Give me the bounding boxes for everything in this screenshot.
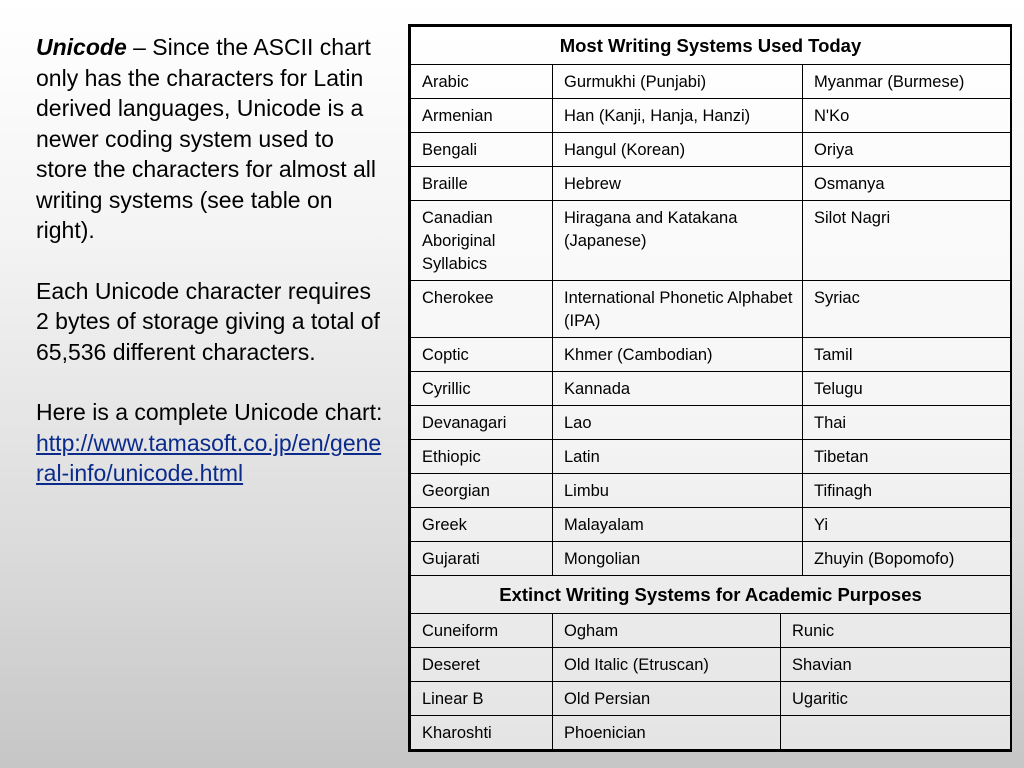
table-cell: Arabic (411, 65, 553, 99)
extinct-table-title: Extinct Writing Systems for Academic Purposes (411, 575, 1011, 613)
table-cell: Devanagari (411, 406, 553, 440)
table-cell: Cyrillic (411, 372, 553, 406)
table-cell: Lao (553, 406, 803, 440)
table-cell: Ugaritic (781, 681, 1011, 715)
table-cell: Silot Nagri (803, 201, 1011, 281)
table-row (411, 65, 1011, 99)
table-cell: Myanmar (Burmese) (803, 65, 1011, 99)
table-cell: Khmer (Cambodian) (553, 338, 803, 372)
intro-text: – Since the ASCII chart only has the characters for Latin derived languages, Unicode is a newer coding system used to store the characters for almost all writing systems (see table on right). (36, 34, 377, 243)
table-row (411, 281, 1011, 338)
table-cell: Hangul (Korean) (553, 133, 803, 167)
description-text (36, 32, 386, 489)
table-cell: Old Persian (553, 681, 781, 715)
table-cell: Ethiopic (411, 440, 553, 474)
intro-paragraph (36, 32, 386, 246)
table-cell: Cherokee (411, 281, 553, 338)
table-row (411, 542, 1011, 576)
table-cell: Yi (803, 508, 1011, 542)
table-cell: Han (Kanji, Hanja, Hanzi) (553, 99, 803, 133)
table-cell: Coptic (411, 338, 553, 372)
table-cell: Syriac (803, 281, 1011, 338)
table-row (411, 508, 1011, 542)
table-cell: Gujarati (411, 542, 553, 576)
table-cell: Shavian (781, 647, 1011, 681)
table-cell: Kannada (553, 372, 803, 406)
table-row (411, 647, 1011, 681)
table-cell: Old Italic (Etruscan) (553, 647, 781, 681)
chart-paragraph (36, 397, 386, 489)
table-cell: Ogham (553, 613, 781, 647)
table-cell: Gurmukhi (Punjabi) (553, 65, 803, 99)
table-cell: Hiragana and Katakana (Japanese) (553, 201, 803, 281)
table-cell: Latin (553, 440, 803, 474)
table-cell: Bengali (411, 133, 553, 167)
table-row (411, 372, 1011, 406)
storage-paragraph: Each Unicode character requires 2 bytes of storage giving a total of 65,536 different characters. (36, 277, 380, 365)
table-row (411, 201, 1011, 281)
extinct-table (410, 575, 1011, 750)
table-cell: Telugu (803, 372, 1011, 406)
table-row (411, 681, 1011, 715)
table-cell: Thai (803, 406, 1011, 440)
table-cell: Oriya (803, 133, 1011, 167)
table-cell: Mongolian (553, 542, 803, 576)
table-row (411, 474, 1011, 508)
table-cell: Canadian Aboriginal Syllabics (411, 201, 553, 281)
chart-intro-text: Here is a complete Unicode chart: (36, 399, 383, 425)
table-row (411, 99, 1011, 133)
table-row (411, 338, 1011, 372)
table-cell: Georgian (411, 474, 553, 508)
table-cell: Armenian (411, 99, 553, 133)
table-cell: Malayalam (553, 508, 803, 542)
table-cell: Deseret (411, 647, 553, 681)
table-cell: Phoenician (553, 715, 781, 749)
table-cell: Runic (781, 613, 1011, 647)
table-cell: Hebrew (553, 167, 803, 201)
writing-systems-table (408, 24, 1012, 752)
unicode-chart-link[interactable]: http://www.tamasoft.co.jp/en/general-info/unicode.html (36, 429, 382, 486)
table-cell: N'Ko (803, 99, 1011, 133)
table-cell: Greek (411, 508, 553, 542)
most-used-table-title: Most Writing Systems Used Today (411, 27, 1011, 65)
most-used-table (410, 26, 1011, 576)
table-row (411, 715, 1011, 749)
table-row (411, 440, 1011, 474)
table-cell: Tibetan (803, 440, 1011, 474)
table-row (411, 613, 1011, 647)
table-cell: Braille (411, 167, 553, 201)
table-cell: International Phonetic Alphabet (IPA) (553, 281, 803, 338)
table-cell: Tamil (803, 338, 1011, 372)
table-cell: Linear B (411, 681, 553, 715)
table-cell: Zhuyin (Bopomofo) (803, 542, 1011, 576)
table-cell: Kharoshti (411, 715, 553, 749)
table-cell: Cuneiform (411, 613, 553, 647)
table-cell: Osmanya (803, 167, 1011, 201)
table-row (411, 133, 1011, 167)
table-cell (781, 715, 1011, 749)
table-row (411, 167, 1011, 201)
unicode-term: Unicode (36, 34, 127, 60)
table-cell: Limbu (553, 474, 803, 508)
table-cell: Tifinagh (803, 474, 1011, 508)
table-row (411, 406, 1011, 440)
